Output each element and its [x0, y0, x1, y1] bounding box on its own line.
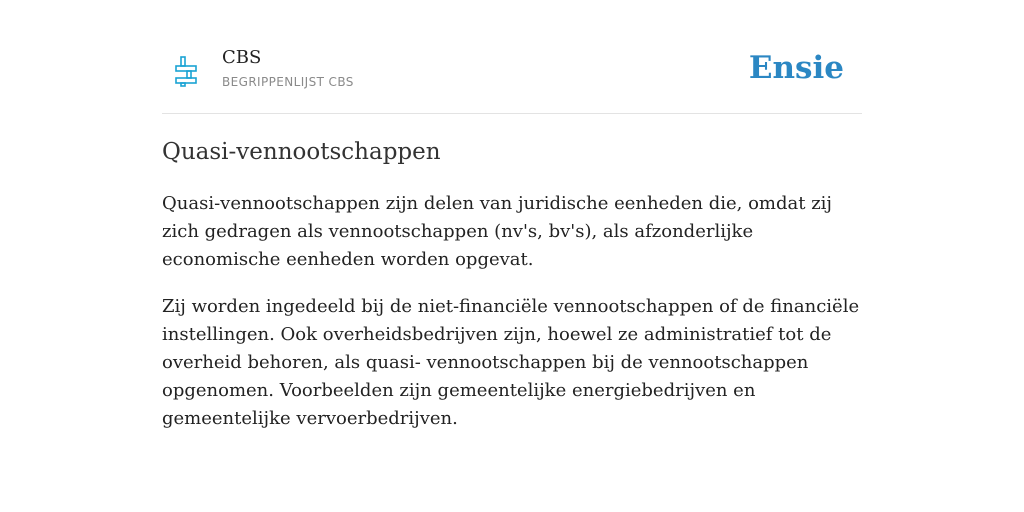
cbs-logo-icon: [174, 55, 198, 87]
entry-paragraph-2: Zij worden ingedeeld bij de niet-financiële vennootschappen of de financiële instellingen. Ook overheidsbedrijven zijn, hoewel ze administratief tot de overheid behoren, als quasi- vennootschappen bij de vennootschappen opgenomen. Voorbeelden zijn gemeentelijke energiebedrijven en gemeentelijke vervoerbedrijven.: [162, 296, 860, 429]
definition-card: [162, 0, 862, 429]
entry-title: Quasi-vennootschappen: [162, 139, 441, 165]
entry-body: [162, 190, 862, 452]
source-subtitle: BEGRIPPENLIJST CBS: [222, 75, 354, 89]
card-header: [162, 0, 862, 114]
source-name: CBS: [222, 47, 262, 68]
entry-paragraph-1: Quasi-vennootschappen zijn delen van juridische eenheden die, omdat zij zich gedragen als vennootschappen (nv's, bv's), als afzonderlijke economische eenheden worden opgevat.: [162, 193, 833, 270]
ensie-logo-link[interactable]: Ensie: [748, 50, 844, 86]
